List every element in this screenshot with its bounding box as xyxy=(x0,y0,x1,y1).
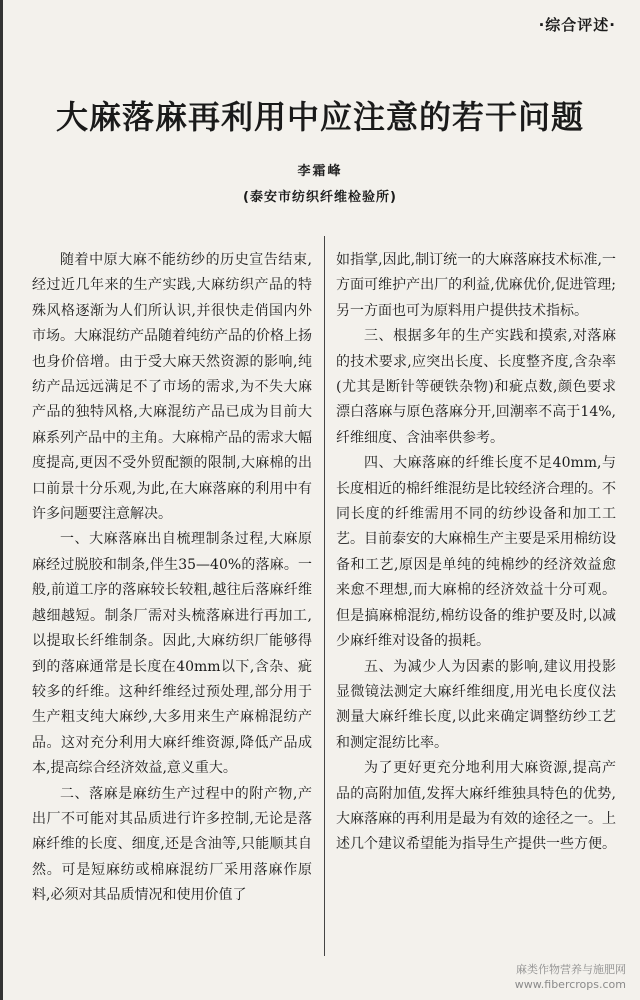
paragraph-point-2: 二、落麻是麻纺生产过程中的附产物,产出厂不可能对其品质进行许多控制,无论是落麻纤维的长度、细度,还是含油等,只能顺其自然。可是短麻纺或棉麻混纺厂采用落麻作原料,必须对其品质情况和使用价值了 xyxy=(32,785,312,904)
paragraph-point-1: 一、大麻落麻出自梳理制条过程,大麻原麻经过脱胶和制条,伴生35—40%的落麻。一般,前道工序的落麻较长较粗,越往后落麻纤维越细越短。制条厂需对头梳落麻进行再加工,以提取长纤维制条。因此,大麻纺织厂能够得到的落麻通常是长度在40mm以下,含杂、疵较多的纤维。这种纤维经过预处理,部分用于生产粗支纯大麻纱,大多用来生产麻棉混纺产品。这对充分利用大麻纤维资源,降低产品成本,提高综合经济效益,意义重大。 xyxy=(32,531,312,777)
right-column xyxy=(336,248,616,858)
paragraph-point-5: 五、为减少人为因素的影响,建议用投影显微镜法测定大麻纤维细度,用光电长度仪法测量大麻纤维长度,以此来确定调整纺纱工艺和测定混纺比率。 xyxy=(336,658,616,751)
site-watermark xyxy=(515,962,626,992)
watermark-url: www.fibercrops.com xyxy=(514,978,626,991)
scan-edge xyxy=(0,0,3,1000)
watermark-site-name: 麻类作物营养与施肥网 xyxy=(516,963,626,976)
column-divider xyxy=(324,236,325,956)
article-author: 李霜峰 xyxy=(297,164,343,179)
section-tag: ·综合评述· xyxy=(538,16,616,34)
author-affiliation: (泰安市纺织纤维检验所) xyxy=(243,190,397,205)
paragraph-conclusion: 为了更好更充分地利用大麻资源,提高产品的高附加值,发挥大麻纤维独具特色的优势,大麻落麻的再利用是最为有效的途径之一。上述几个建议希望能为指导生产提供一些方便。 xyxy=(336,760,616,853)
left-column xyxy=(32,248,312,909)
paragraph-point-2-continued: 如指掌,因此,制订统一的大麻落麻技术标准,一方面可维护产出厂的利益,优麻优价,促进管理;另一方面也可为原料用户提供技术指标。 xyxy=(336,252,616,319)
paragraph-point-3: 三、根据多年的生产实践和摸索,对落麻的技术要求,应突出长度、长度整齐度,含杂率(尤其是断针等硬铁杂物)和疵点数,颜色要求漂白落麻与原色落麻分开,回潮率不高于14%,纤维细度、含油率供参考。 xyxy=(336,328,616,446)
paragraph-point-4: 四、大麻落麻的纤维长度不足40mm,与长度相近的棉纤维混纺是比较经济合理的。不同长度的纤维需用不同的纺纱设备和加工工艺。目前泰安的大麻棉生产主要是采用棉纺设备和工艺,原因是单纯的纯棉纱的经济效益愈来愈不理想,而大麻棉的经济效益十分可观。但是搞麻棉混纺,棉纺设备的维护要及时,以减少麻纤维对设备的损耗。 xyxy=(336,455,616,650)
article-title: 大麻落麻再利用中应注意的若干问题 xyxy=(55,98,584,136)
paragraph-intro: 随着中原大麻不能纺纱的历史宣告结束,经过近几年来的生产实践,大麻纺织产品的特殊风格逐渐为人们所认识,并很快走俏国内外市场。大麻混纺产品随着纯纺产品的价格上扬也身价倍增。由于受大麻天然资源的影响,纯纺产品远远满足不了市场的需求,为不失大麻产品的独特风格,大麻混纺产品已成为目前大麻系列产品中的主角。大麻棉产品的需求大幅度提高,更因不受外贸配额的限制,大麻棉的出口前景十分乐观,为此,在大麻落麻的利用中有许多问题要注意解决。 xyxy=(32,252,312,523)
